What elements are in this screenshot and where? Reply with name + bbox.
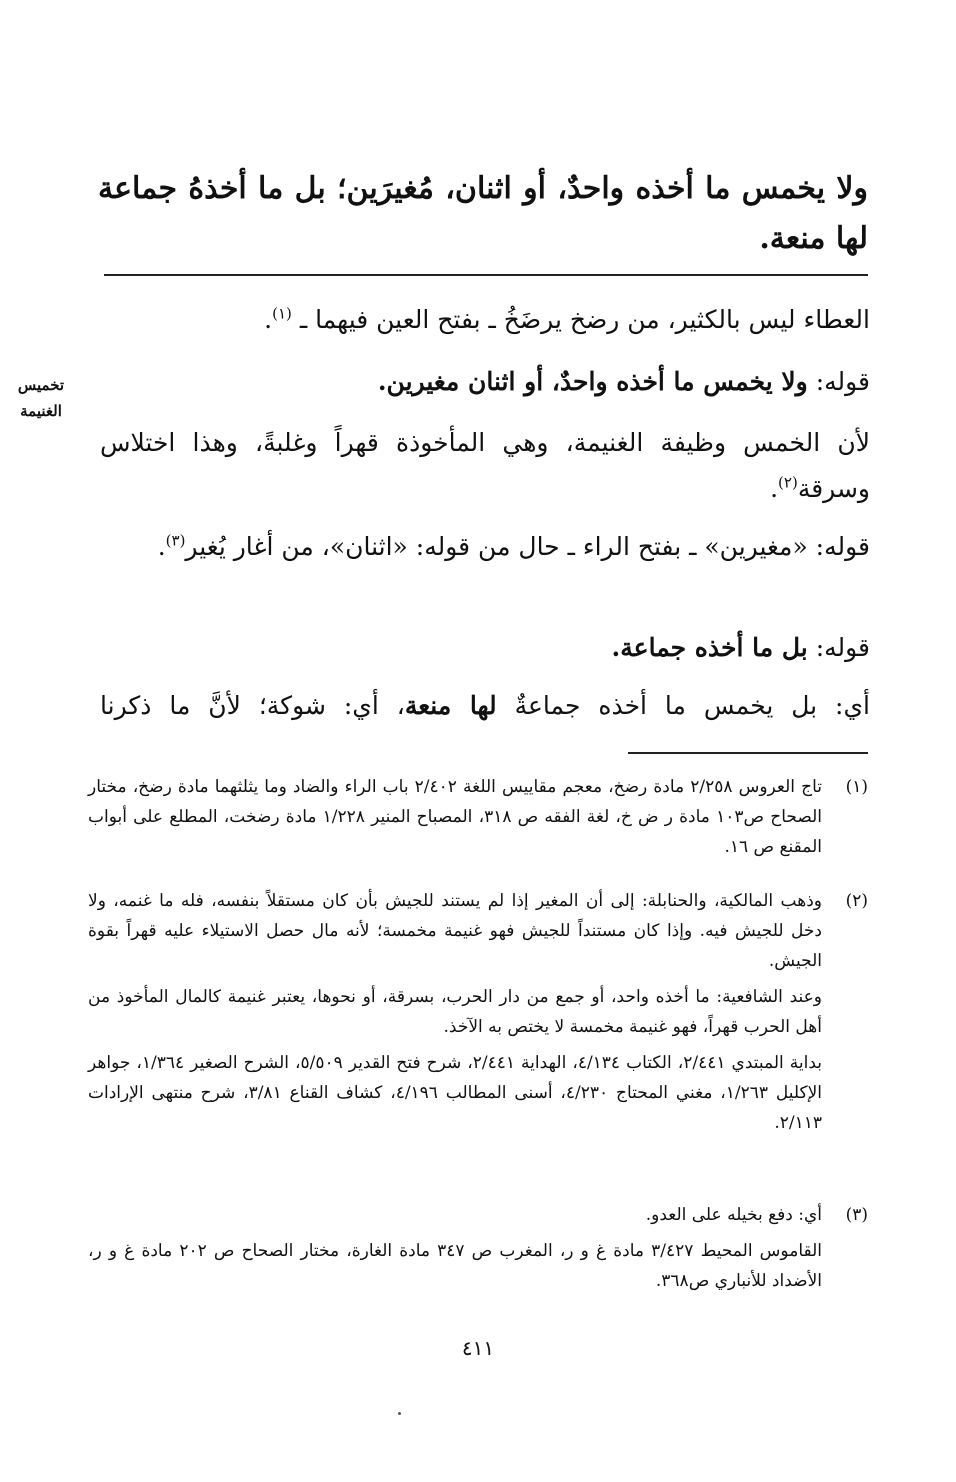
matn-line-2: لها منعة. xyxy=(759,221,868,256)
commentary-last-line xyxy=(100,686,870,726)
commentary-text: العطاء ليس بالكثير، من رضخ يرضَخُ ـ بفتح العين فيهما ـ xyxy=(299,305,870,334)
page-number: ٤١١ xyxy=(461,1336,495,1360)
qawl-prefix: قوله: xyxy=(815,633,870,662)
footnote-divider xyxy=(628,752,868,754)
footnote-number: (١) xyxy=(845,777,868,797)
last-line-a: أي: بل يخمس ما أخذه جماعةٌ xyxy=(514,691,870,720)
footnote-paragraph: القاموس المحيط ٣/٤٢٧ مادة غ و ر، المغرب ص ٣٤٧ مادة الغارة، مختار الصحاح ص ٢٠٢ مادة غ و ر، الأضداد للأنباري ص٣٦٨. xyxy=(88,1241,822,1291)
qawl-prefix: قوله: xyxy=(815,367,870,396)
margin-note-line-1: تخميس xyxy=(17,376,65,394)
margin-note-line-2: الغنيمة xyxy=(20,402,62,420)
footnote-number: (٢) xyxy=(845,891,868,911)
last-line-bold: لها منعة xyxy=(404,691,497,720)
footnote-ref-3[interactable]: (٣) xyxy=(165,531,186,550)
qawl-heading-1 xyxy=(100,362,870,402)
footnote-number: (٣) xyxy=(845,1205,868,1225)
margin-note xyxy=(6,372,76,424)
footnote-2 xyxy=(88,886,868,1144)
qawl-heading-2 xyxy=(100,628,870,668)
main-divider xyxy=(104,274,868,276)
footnote-1 xyxy=(88,772,868,868)
period: . xyxy=(157,532,166,561)
commentary-para-2 xyxy=(100,524,870,570)
qawl-quote: ولا يخمس ما أخذه واحدٌ، أو اثنان مغيرين. xyxy=(377,367,808,396)
period: . xyxy=(770,474,779,503)
footnote-paragraph: تاج العروس ٢/٢٥٨ مادة رضخ، معجم مقاييس اللغة ٢/٤٠٢ باب الراء والضاد وما يثلثهما مادة رضخ، مختار الصحاح ص١٠٣ مادة ر ض خ، لغة الفقه ص ٣١٨، المصباح المنير ١/٢٢٨ مادة رضخت، المطلع على أبواب المقنع ص ١٦. xyxy=(88,777,822,857)
qawl-quote: بل ما أخذه جماعة. xyxy=(611,633,808,662)
para-text: لأن الخمس وظيفة الغنيمة، وهي المأخوذة قهراً وغلبةً، وهذا اختلاس وسرقة xyxy=(100,428,870,503)
footnote-ref-2[interactable]: (٢) xyxy=(778,473,798,492)
footnote-paragraph: بداية المبتدي ٢/٤٤١، الكتاب ٤/١٣٤، الهداية ٢/٤٤١، شرح فتح القدير ٥/٥٠٩، الشرح الصغير ١/٣٦٤، جواهر الإكليل ١/٢٦٣، مغني المحتاج ٤/٢٣٠، أسنى المطالب ٤/١٩٦، كشاف القناع ٣/٨١، شرح منتهى الإرادات ٢/١١٣. xyxy=(88,1053,823,1133)
footnote-ref-1[interactable]: (١) xyxy=(272,304,292,323)
matn-line-1: ولا يخمس ما أخذه واحدٌ، أو اثنان، مُغيرَين؛ بل ما أخذهُ جماعة xyxy=(98,171,868,206)
commentary-line-1 xyxy=(100,300,870,340)
last-line-b: ، أي: شوكة؛ لأنَّ ما ذكرنا xyxy=(100,691,405,720)
footnote-3 xyxy=(88,1200,868,1302)
scan-speck xyxy=(398,1412,401,1415)
para-text: قوله: «مغيرين» ـ بفتح الراء ـ حال من قوله: «اثنان»، من أغار يُغير xyxy=(185,532,870,561)
commentary-para-1 xyxy=(100,420,870,512)
period: . xyxy=(264,305,273,334)
footnote-paragraph: وعند الشافعية: ما أخذه واحد، أو جمع من دار الحرب، بسرقة، أو نحوها، يعتبر غنيمة كالمال المأخوذ من أهل الحرب قهراً، فهو غنيمة مخمسة لا يختص به الآخذ. xyxy=(88,987,822,1037)
footnote-paragraph: وذهب المالكية، والحنابلة: إلى أن المغير إذا لم يستند للجيش بأن كان مستقلاً بنفسه، فله ما غنمه، ولا دخل للجيش فيه. وإذا كان مستنداً للجيش فهو غنيمة مخمسة؛ لأنه مال حصل الاستيلاء عليه قهراً بقوة الجيش. xyxy=(88,891,822,971)
footnote-paragraph: أي: دفع بخيله على العدو. xyxy=(645,1205,822,1225)
